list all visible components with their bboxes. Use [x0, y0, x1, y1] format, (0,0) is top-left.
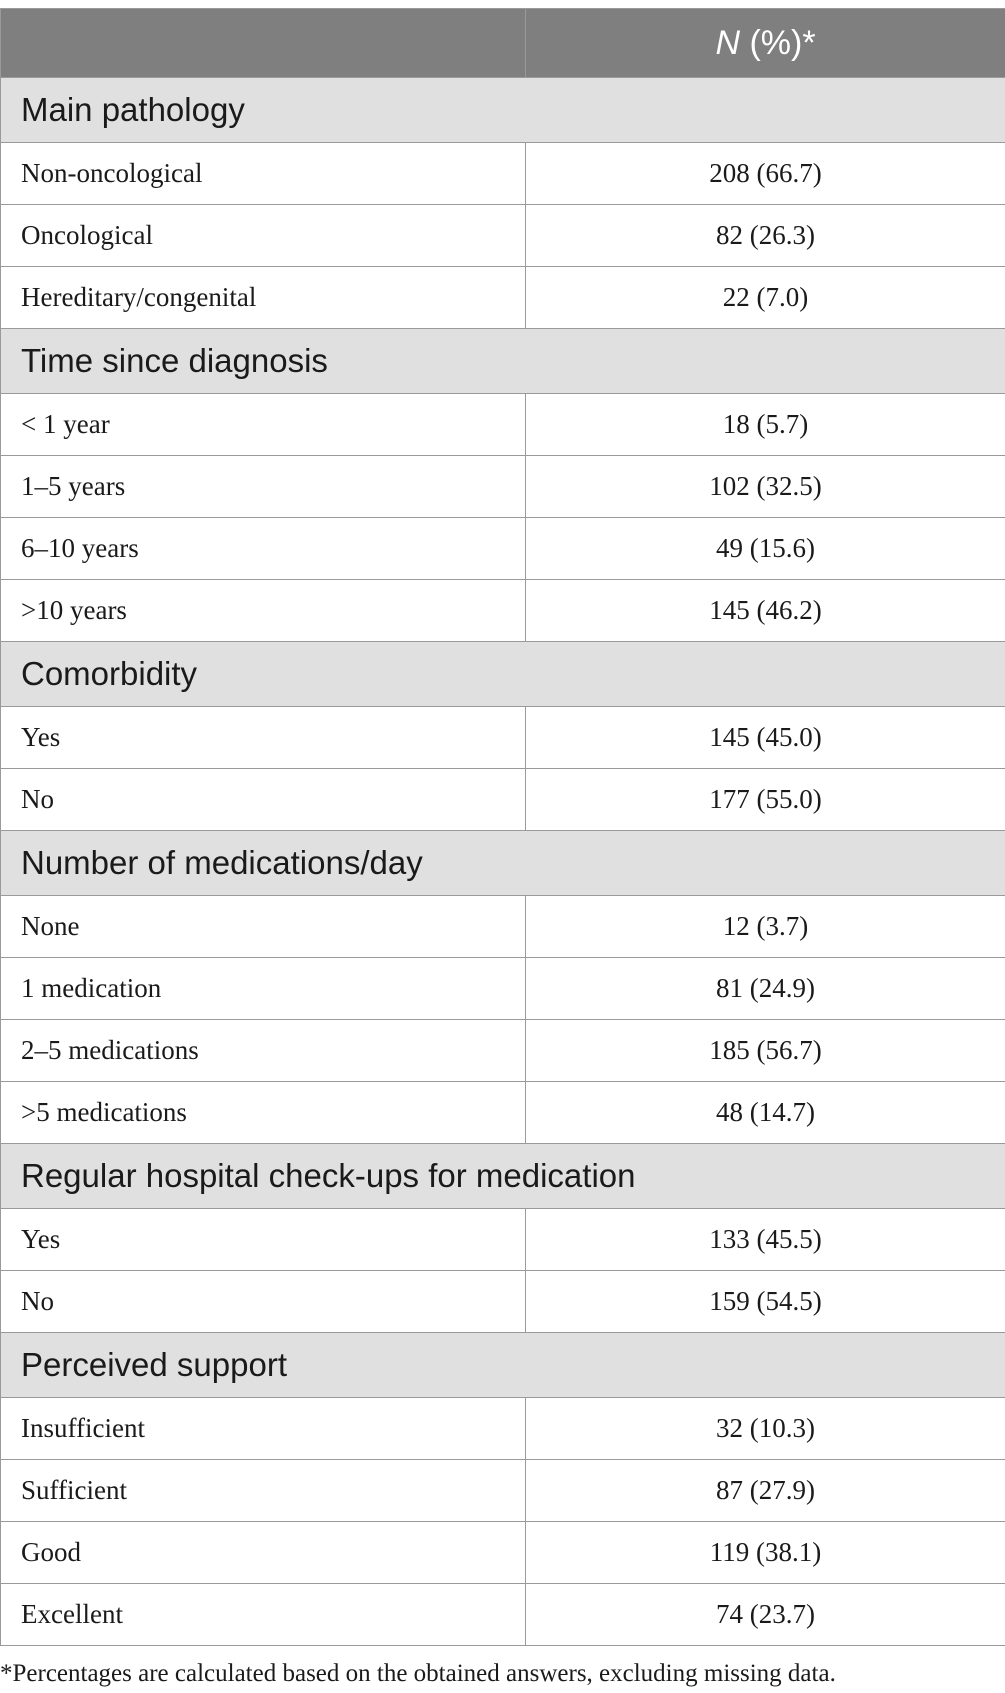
section-header-row [1, 329, 1005, 394]
table-row [1, 1082, 1005, 1144]
header-row [1, 9, 1005, 78]
row-label: No [1, 769, 526, 831]
table-footnote: *Percentages are calculated based on the obtained answers, excluding missing data. [0, 1660, 836, 1687]
table-row [1, 518, 1005, 580]
table-row [1, 143, 1005, 205]
table-row [1, 1398, 1005, 1460]
row-label: 1 medication [1, 958, 526, 1020]
row-value: 102 (32.5) [526, 456, 1005, 518]
row-label: 1–5 years [1, 456, 526, 518]
table-row [1, 456, 1005, 518]
section-header-row [1, 78, 1005, 143]
section-title: Main pathology [1, 78, 1005, 143]
row-value: 145 (46.2) [526, 580, 1005, 642]
table-row [1, 1522, 1005, 1584]
section-header-row [1, 1333, 1005, 1398]
table-row [1, 958, 1005, 1020]
section-title: Number of medications/day [1, 831, 1005, 896]
row-value: 185 (56.7) [526, 1020, 1005, 1082]
row-value: 159 (54.5) [526, 1271, 1005, 1333]
row-label: Sufficient [1, 1460, 526, 1522]
table-body [1, 78, 1005, 1646]
row-label: None [1, 896, 526, 958]
row-label: Yes [1, 707, 526, 769]
row-value: 48 (14.7) [526, 1082, 1005, 1144]
row-value: 82 (26.3) [526, 205, 1005, 267]
row-value: 133 (45.5) [526, 1209, 1005, 1271]
section-header-row [1, 642, 1005, 707]
row-label: Non-oncological [1, 143, 526, 205]
section-title: Regular hospital check-ups for medication [1, 1144, 1005, 1209]
row-label: >10 years [1, 580, 526, 642]
table-row [1, 580, 1005, 642]
section-title: Time since diagnosis [1, 329, 1005, 394]
header-n-percent [526, 9, 1005, 78]
row-value: 119 (38.1) [526, 1522, 1005, 1584]
row-label: Excellent [1, 1584, 526, 1646]
table-row [1, 769, 1005, 831]
row-value: 18 (5.7) [526, 394, 1005, 456]
row-value: 12 (3.7) [526, 896, 1005, 958]
row-label: No [1, 1271, 526, 1333]
table-row [1, 1209, 1005, 1271]
row-label: < 1 year [1, 394, 526, 456]
table-header [1, 9, 1005, 78]
row-label: 6–10 years [1, 518, 526, 580]
table-row [1, 896, 1005, 958]
section-title: Perceived support [1, 1333, 1005, 1398]
section-header-row [1, 1144, 1005, 1209]
table-row [1, 394, 1005, 456]
row-value: 208 (66.7) [526, 143, 1005, 205]
header-blank-cell [1, 9, 526, 78]
row-value: 81 (24.9) [526, 958, 1005, 1020]
table-row [1, 1020, 1005, 1082]
data-table [0, 8, 1005, 1646]
row-label: Good [1, 1522, 526, 1584]
row-label: Yes [1, 1209, 526, 1271]
row-value: 74 (23.7) [526, 1584, 1005, 1646]
header-percent-label: (%)* [740, 23, 816, 62]
row-value: 177 (55.0) [526, 769, 1005, 831]
row-value: 32 (10.3) [526, 1398, 1005, 1460]
table-row [1, 1460, 1005, 1522]
row-label: Oncological [1, 205, 526, 267]
row-value: 22 (7.0) [526, 267, 1005, 329]
table-row [1, 707, 1005, 769]
row-label: 2–5 medications [1, 1020, 526, 1082]
table-row [1, 267, 1005, 329]
row-label: >5 medications [1, 1082, 526, 1144]
row-label: Hereditary/congenital [1, 267, 526, 329]
row-value: 145 (45.0) [526, 707, 1005, 769]
table-container [0, 8, 1005, 1646]
table-row [1, 205, 1005, 267]
row-value: 87 (27.9) [526, 1460, 1005, 1522]
table-row [1, 1271, 1005, 1333]
row-value: 49 (15.6) [526, 518, 1005, 580]
section-header-row [1, 831, 1005, 896]
header-n-symbol: N [715, 23, 740, 62]
section-title: Comorbidity [1, 642, 1005, 707]
row-label: Insufficient [1, 1398, 526, 1460]
table-row [1, 1584, 1005, 1646]
